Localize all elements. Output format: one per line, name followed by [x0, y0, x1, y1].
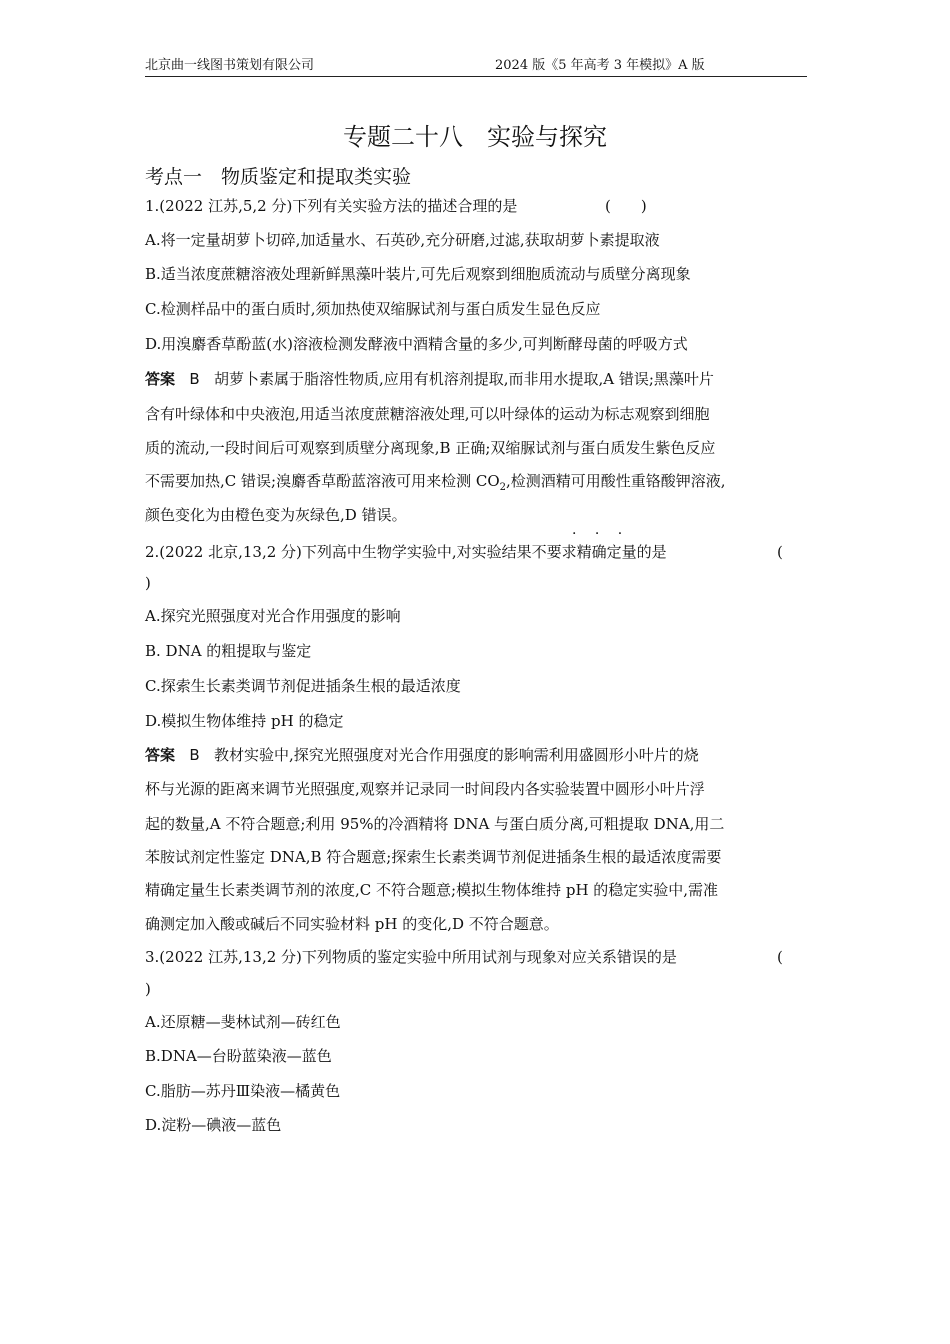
q3-option-c: C.脂肪—苏丹Ⅲ染液—橘黄色: [145, 1082, 341, 1100]
q1-explanation-3: 质的流动,一段时间后可观察到质壁分离现象,B 正确;双缩脲试剂与蛋白质发生紫色反应: [145, 439, 716, 457]
q2-option-c: C.探索生长素类调节剂促进插条生根的最适浓度: [145, 677, 461, 695]
q1-option-c: C.检测样品中的蛋白质时,须加热使双缩脲试剂与蛋白质发生显色反应: [145, 300, 601, 318]
page-header: [145, 56, 807, 77]
section-heading: 考点一 物质鉴定和提取类实验: [145, 166, 412, 188]
q2-answer-blank-open: (: [777, 543, 783, 561]
q3-option-b: B.DNA—台盼蓝染液—蓝色: [145, 1047, 332, 1065]
q3-stem: [145, 946, 810, 968]
q2-explanation-3: 起的数量,A 不符合题意;利用 95%的冷酒精将 DNA 与蛋白质分离,可粗提取 DNA,用二: [145, 815, 725, 833]
q1-answer-blank: ( ): [605, 197, 647, 215]
page-title: 专题二十八 实验与探究: [343, 123, 607, 151]
q2-answer-line1: [145, 744, 810, 766]
q1-explanation-4a: 不需要加热,C 错误;溴麝香草酚蓝溶液可用来检测 CO: [145, 472, 500, 490]
q2-explanation-4: 苯胺试剂定性鉴定 DNA,B 符合题意;探索生长素类调节剂促进插条生根的最适浓度需要: [145, 848, 722, 866]
q1-option-b: B.适当浓度蔗糖溶液处理新鲜黑藻叶装片,可先后观察到细胞质流动与质壁分离现象: [145, 265, 691, 283]
q2-option-d: D.模拟生物体维持 pH 的稳定: [145, 712, 344, 730]
q3-option-a: A.还原糖—斐林试剂—砖红色: [145, 1013, 341, 1031]
q1-option-d: D.用溴麝香草酚蓝(水)溶液检测发酵液中酒精含量的多少,可判断酵母菌的呼吸方式: [145, 335, 688, 353]
q2-stem-text: 2.(2022 北京,13,2 分)下列高中生物学实验中,对实验结果不要求精确定量的是: [145, 543, 667, 561]
q1-explanation-4b: ,检测酒精可用酸性重铬酸钾溶液,: [506, 472, 726, 490]
q1-explanation-5: 颜色变化为由橙色变为灰绿色,D 错误。: [145, 506, 407, 524]
q2-explanation-5: 精确定量生长素类调节剂的浓度,C 不符合题意;模拟生物体维持 pH 的稳定实验中,需准: [145, 881, 719, 899]
q1-explanation-2: 含有叶绿体和中央液泡,用适当浓度蔗糖溶液处理,可以叶绿体的运动为标志观察到细胞: [145, 405, 710, 423]
q3-answer-blank-open: (: [777, 948, 783, 966]
q2-explanation-1: 教材实验中,探究光照强度对光合作用强度的影响需利用盛圆形小叶片的烧: [213, 746, 699, 764]
q3-option-d: D.淀粉—碘液—蓝色: [145, 1116, 282, 1134]
q1-option-a: A.将一定量胡萝卜切碎,加适量水、石英砂,充分研磨,过滤,获取胡萝卜素提取液: [145, 231, 660, 249]
emphasis-dots: · · ·: [572, 526, 630, 542]
q2-answer-label: 答案: [145, 746, 176, 764]
q2-option-b: B. DNA 的粗提取与鉴定: [145, 642, 312, 660]
q1-answer-line1: [145, 368, 810, 390]
q2-answer-blank-close: ): [145, 574, 151, 592]
q2-answer-letter: B: [189, 746, 200, 764]
q3-answer-blank-close: ): [145, 980, 151, 998]
q2-stem: [145, 541, 810, 563]
q1-answer-label: 答案: [145, 370, 176, 388]
q1-explanation-1: 胡萝卜素属于脂溶性物质,应用有机溶剂提取,而非用水提取,A 错误;黑藻叶片: [213, 370, 714, 388]
q1-stem: [145, 195, 810, 217]
q2-explanation-2: 杯与光源的距离来调节光照强度,观察并记录同一时间段内各实验装置中圆形小叶片浮: [145, 780, 705, 798]
q1-answer-letter: B: [189, 370, 200, 388]
q1-stem-text: 1.(2022 江苏,5,2 分)下列有关实验方法的描述合理的是: [145, 197, 518, 215]
q1-explanation-4: [145, 470, 810, 499]
q2-explanation-6: 确测定加入酸或碱后不同实验材料 pH 的变化,D 不符合题意。: [145, 915, 559, 933]
header-publisher: 北京曲一线图书策划有限公司: [145, 58, 315, 73]
header-book-title: 2024 版《5 年高考 3 年模拟》A 版: [495, 58, 705, 73]
q2-option-a: A.探究光照强度对光合作用强度的影响: [145, 607, 401, 625]
q3-stem-text: 3.(2022 江苏,13,2 分)下列物质的鉴定实验中所用试剂与现象对应关系错误的是: [145, 948, 677, 966]
co2-subscript: 2: [499, 482, 506, 493]
